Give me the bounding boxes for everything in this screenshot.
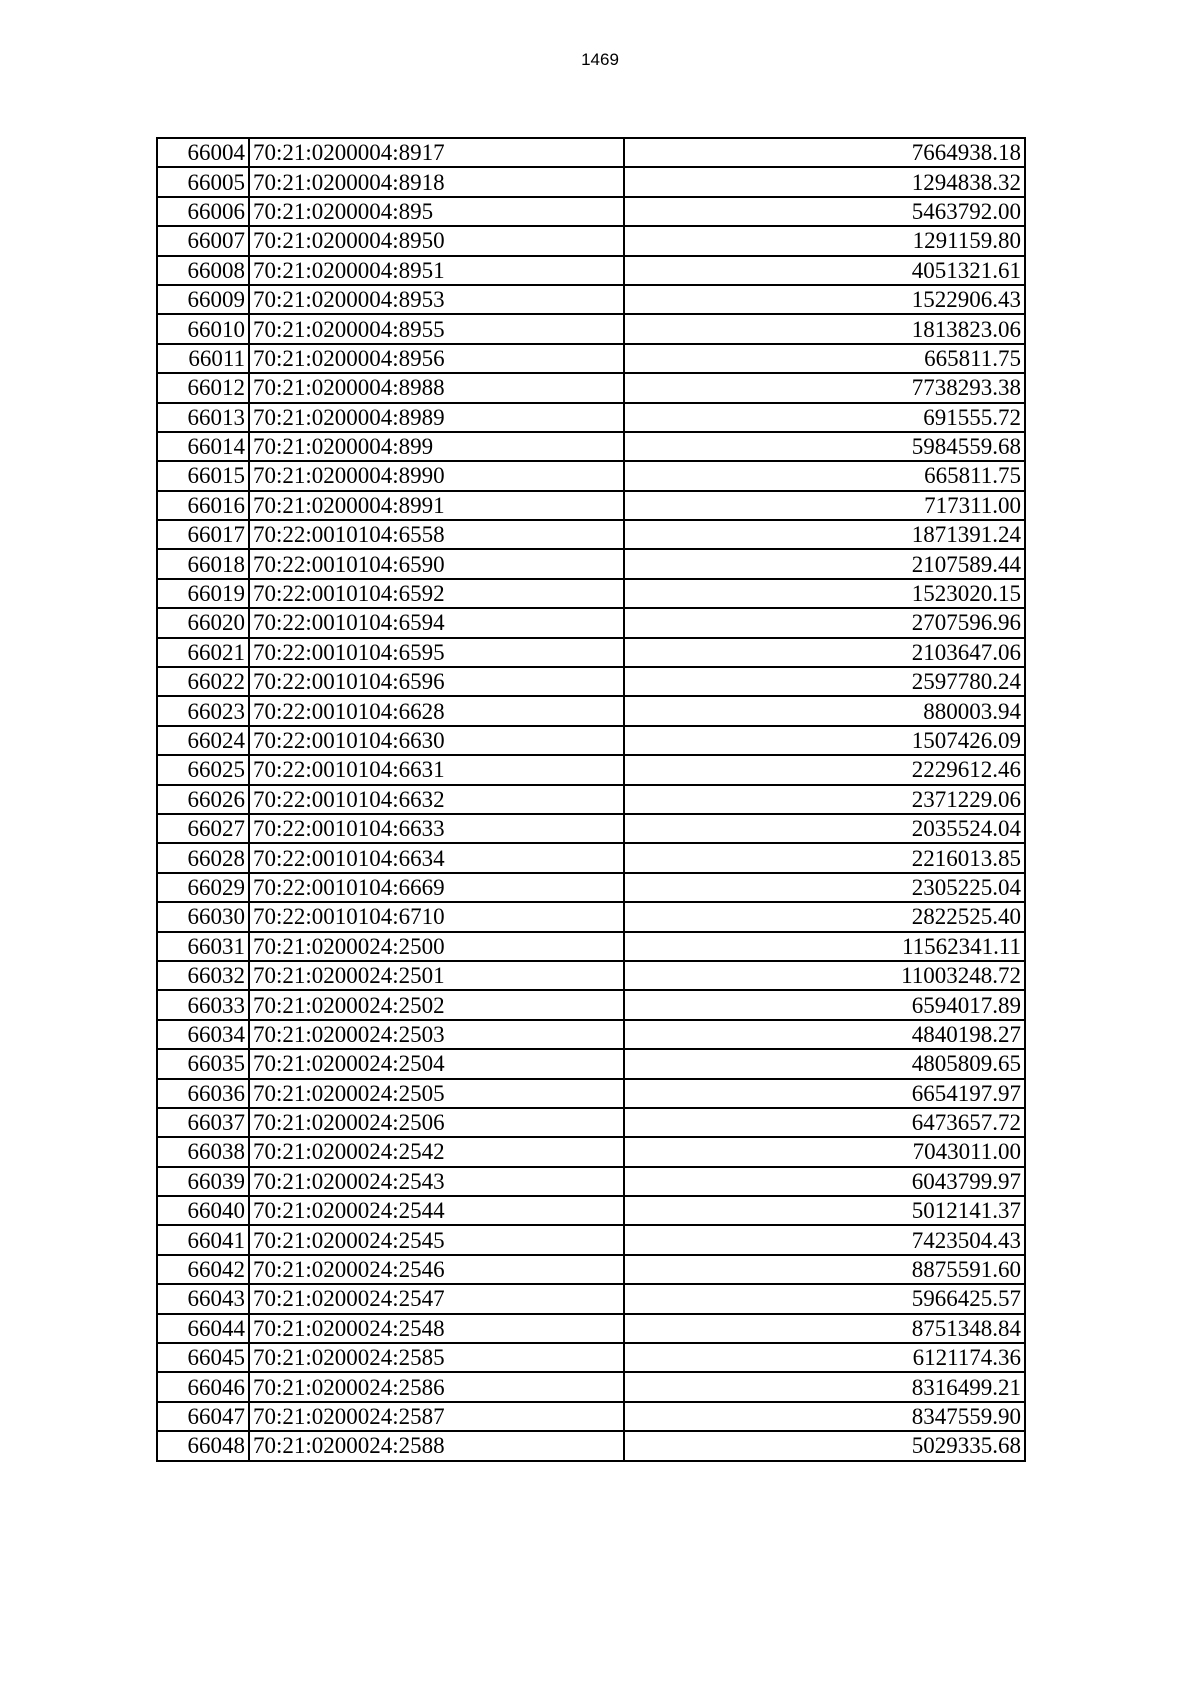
table-row xyxy=(157,432,1025,461)
cadastral-number-cell: 70:21:0200004:8990 xyxy=(249,461,624,490)
row-number-cell: 66043 xyxy=(157,1284,249,1313)
row-number-cell: 66025 xyxy=(157,755,249,784)
table-row xyxy=(157,902,1025,931)
table-row xyxy=(157,461,1025,490)
row-number-cell: 66041 xyxy=(157,1225,249,1254)
value-cell: 8347559.90 xyxy=(624,1402,1025,1431)
row-number-cell: 66026 xyxy=(157,785,249,814)
table-row xyxy=(157,726,1025,755)
value-cell: 1294838.32 xyxy=(624,167,1025,196)
table-row xyxy=(157,1284,1025,1313)
value-cell: 2371229.06 xyxy=(624,785,1025,814)
cadastral-number-cell: 70:22:0010104:6632 xyxy=(249,785,624,814)
value-cell: 4805809.65 xyxy=(624,1049,1025,1078)
value-cell: 8751348.84 xyxy=(624,1314,1025,1343)
cadastral-number-cell: 70:21:0200004:895 xyxy=(249,197,624,226)
row-number-cell: 66045 xyxy=(157,1343,249,1372)
row-number-cell: 66004 xyxy=(157,138,249,167)
row-number-cell: 66006 xyxy=(157,197,249,226)
row-number-cell: 66035 xyxy=(157,1049,249,1078)
row-number-cell: 66014 xyxy=(157,432,249,461)
table-row xyxy=(157,696,1025,725)
cadastral-number-cell: 70:21:0200024:2504 xyxy=(249,1049,624,1078)
value-cell: 6654197.97 xyxy=(624,1079,1025,1108)
value-cell: 2216013.85 xyxy=(624,843,1025,872)
table-row xyxy=(157,1020,1025,1049)
cadastral-number-cell: 70:21:0200004:8956 xyxy=(249,344,624,373)
cadastral-number-cell: 70:21:0200004:8917 xyxy=(249,138,624,167)
table-row xyxy=(157,579,1025,608)
value-cell: 880003.94 xyxy=(624,696,1025,725)
table-row xyxy=(157,1196,1025,1225)
cadastral-number-cell: 70:21:0200024:2501 xyxy=(249,961,624,990)
value-cell: 691555.72 xyxy=(624,403,1025,432)
row-number-cell: 66021 xyxy=(157,638,249,667)
cadastral-number-cell: 70:21:0200024:2544 xyxy=(249,1196,624,1225)
table-row xyxy=(157,961,1025,990)
cadastral-number-cell: 70:21:0200024:2587 xyxy=(249,1402,624,1431)
table-row xyxy=(157,403,1025,432)
table-row xyxy=(157,344,1025,373)
cadastral-number-cell: 70:21:0200024:2548 xyxy=(249,1314,624,1343)
cadastral-number-cell: 70:22:0010104:6592 xyxy=(249,579,624,608)
value-cell: 7423504.43 xyxy=(624,1225,1025,1254)
cadastral-number-cell: 70:21:0200024:2500 xyxy=(249,932,624,961)
cadastral-number-cell: 70:22:0010104:6590 xyxy=(249,549,624,578)
cadastral-number-cell: 70:21:0200004:899 xyxy=(249,432,624,461)
table-row xyxy=(157,932,1025,961)
cadastral-number-cell: 70:21:0200024:2503 xyxy=(249,1020,624,1049)
cadastral-number-cell: 70:22:0010104:6594 xyxy=(249,608,624,637)
table-row xyxy=(157,990,1025,1019)
value-cell: 2103647.06 xyxy=(624,638,1025,667)
value-cell: 6473657.72 xyxy=(624,1108,1025,1137)
cadastral-number-cell: 70:22:0010104:6628 xyxy=(249,696,624,725)
table-row xyxy=(157,873,1025,902)
value-cell: 1523020.15 xyxy=(624,579,1025,608)
table-row xyxy=(157,843,1025,872)
row-number-cell: 66012 xyxy=(157,373,249,402)
table-row xyxy=(157,1343,1025,1372)
table-row xyxy=(157,285,1025,314)
value-cell: 5984559.68 xyxy=(624,432,1025,461)
page-number: 1469 xyxy=(581,50,619,69)
row-number-cell: 66047 xyxy=(157,1402,249,1431)
value-cell: 7664938.18 xyxy=(624,138,1025,167)
row-number-cell: 66028 xyxy=(157,843,249,872)
value-cell: 8316499.21 xyxy=(624,1372,1025,1401)
value-cell: 6121174.36 xyxy=(624,1343,1025,1372)
table-row xyxy=(157,167,1025,196)
cadastral-number-cell: 70:21:0200024:2505 xyxy=(249,1079,624,1108)
cadastral-number-cell: 70:21:0200024:2585 xyxy=(249,1343,624,1372)
table-body xyxy=(157,138,1025,1461)
cadastral-number-cell: 70:21:0200004:8953 xyxy=(249,285,624,314)
row-number-cell: 66017 xyxy=(157,520,249,549)
row-number-cell: 66019 xyxy=(157,579,249,608)
value-cell: 665811.75 xyxy=(624,344,1025,373)
row-number-cell: 66015 xyxy=(157,461,249,490)
row-number-cell: 66039 xyxy=(157,1167,249,1196)
row-number-cell: 66018 xyxy=(157,549,249,578)
value-cell: 11562341.11 xyxy=(624,932,1025,961)
cadastral-number-cell: 70:22:0010104:6558 xyxy=(249,520,624,549)
row-number-cell: 66031 xyxy=(157,932,249,961)
table-row xyxy=(157,1225,1025,1254)
cadastral-number-cell: 70:21:0200024:2502 xyxy=(249,990,624,1019)
row-number-cell: 66016 xyxy=(157,491,249,520)
row-number-cell: 66042 xyxy=(157,1255,249,1284)
value-cell: 2597780.24 xyxy=(624,667,1025,696)
value-cell: 6594017.89 xyxy=(624,990,1025,1019)
table-row xyxy=(157,755,1025,784)
row-number-cell: 66044 xyxy=(157,1314,249,1343)
row-number-cell: 66040 xyxy=(157,1196,249,1225)
row-number-cell: 66034 xyxy=(157,1020,249,1049)
table-row xyxy=(157,1431,1025,1460)
value-cell: 1522906.43 xyxy=(624,285,1025,314)
table-row xyxy=(157,1137,1025,1166)
value-cell: 5012141.37 xyxy=(624,1196,1025,1225)
cadastral-number-cell: 70:21:0200004:8951 xyxy=(249,256,624,285)
row-number-cell: 66032 xyxy=(157,961,249,990)
value-cell: 4840198.27 xyxy=(624,1020,1025,1049)
cadastral-number-cell: 70:21:0200004:8950 xyxy=(249,226,624,255)
table-row xyxy=(157,667,1025,696)
table-row xyxy=(157,520,1025,549)
value-cell: 2822525.40 xyxy=(624,902,1025,931)
table-row xyxy=(157,1049,1025,1078)
cadastral-number-cell: 70:21:0200004:8918 xyxy=(249,167,624,196)
table-row xyxy=(157,1402,1025,1431)
table-row xyxy=(157,1372,1025,1401)
row-number-cell: 66038 xyxy=(157,1137,249,1166)
cadastral-number-cell: 70:21:0200024:2588 xyxy=(249,1431,624,1460)
value-cell: 5029335.68 xyxy=(624,1431,1025,1460)
cadastral-number-cell: 70:22:0010104:6669 xyxy=(249,873,624,902)
cadastral-number-cell: 70:21:0200024:2547 xyxy=(249,1284,624,1313)
value-cell: 1507426.09 xyxy=(624,726,1025,755)
row-number-cell: 66008 xyxy=(157,256,249,285)
cadastral-number-cell: 70:21:0200024:2546 xyxy=(249,1255,624,1284)
table-row xyxy=(157,373,1025,402)
table-row xyxy=(157,1167,1025,1196)
table-row xyxy=(157,1079,1025,1108)
value-cell: 2035524.04 xyxy=(624,814,1025,843)
cadastral-number-cell: 70:21:0200024:2586 xyxy=(249,1372,624,1401)
cadastral-number-cell: 70:21:0200024:2543 xyxy=(249,1167,624,1196)
value-cell: 8875591.60 xyxy=(624,1255,1025,1284)
table-row xyxy=(157,1314,1025,1343)
cadastral-number-cell: 70:21:0200024:2545 xyxy=(249,1225,624,1254)
row-number-cell: 66022 xyxy=(157,667,249,696)
value-cell: 2229612.46 xyxy=(624,755,1025,784)
row-number-cell: 66029 xyxy=(157,873,249,902)
cadastral-number-cell: 70:22:0010104:6710 xyxy=(249,902,624,931)
value-cell: 6043799.97 xyxy=(624,1167,1025,1196)
table-row xyxy=(157,549,1025,578)
row-number-cell: 66023 xyxy=(157,696,249,725)
row-number-cell: 66036 xyxy=(157,1079,249,1108)
cadastral-number-cell: 70:22:0010104:6634 xyxy=(249,843,624,872)
value-cell: 2107589.44 xyxy=(624,549,1025,578)
row-number-cell: 66027 xyxy=(157,814,249,843)
value-cell: 11003248.72 xyxy=(624,961,1025,990)
table-row xyxy=(157,491,1025,520)
row-number-cell: 66010 xyxy=(157,314,249,343)
value-cell: 5463792.00 xyxy=(624,197,1025,226)
cadastral-number-cell: 70:22:0010104:6630 xyxy=(249,726,624,755)
value-cell: 4051321.61 xyxy=(624,256,1025,285)
table-row xyxy=(157,638,1025,667)
table-row xyxy=(157,314,1025,343)
cadastral-number-cell: 70:21:0200024:2542 xyxy=(249,1137,624,1166)
table-row xyxy=(157,197,1025,226)
value-cell: 1871391.24 xyxy=(624,520,1025,549)
cadastral-number-cell: 70:21:0200004:8955 xyxy=(249,314,624,343)
row-number-cell: 66037 xyxy=(157,1108,249,1137)
row-number-cell: 66033 xyxy=(157,990,249,1019)
table-row xyxy=(157,256,1025,285)
cadastral-number-cell: 70:22:0010104:6631 xyxy=(249,755,624,784)
row-number-cell: 66024 xyxy=(157,726,249,755)
table-row xyxy=(157,1108,1025,1137)
value-cell: 2707596.96 xyxy=(624,608,1025,637)
row-number-cell: 66007 xyxy=(157,226,249,255)
value-cell: 1291159.80 xyxy=(624,226,1025,255)
value-cell: 2305225.04 xyxy=(624,873,1025,902)
cadastral-number-cell: 70:21:0200004:8991 xyxy=(249,491,624,520)
row-number-cell: 66030 xyxy=(157,902,249,931)
table-row xyxy=(157,1255,1025,1284)
row-number-cell: 66020 xyxy=(157,608,249,637)
cadastral-number-cell: 70:22:0010104:6596 xyxy=(249,667,624,696)
value-cell: 7738293.38 xyxy=(624,373,1025,402)
table-row xyxy=(157,814,1025,843)
row-number-cell: 66013 xyxy=(157,403,249,432)
cadastral-number-cell: 70:21:0200024:2506 xyxy=(249,1108,624,1137)
value-cell: 1813823.06 xyxy=(624,314,1025,343)
row-number-cell: 66009 xyxy=(157,285,249,314)
cadastral-value-table xyxy=(156,137,1026,1462)
value-cell: 717311.00 xyxy=(624,491,1025,520)
value-cell: 7043011.00 xyxy=(624,1137,1025,1166)
table-row xyxy=(157,608,1025,637)
cadastral-number-cell: 70:22:0010104:6633 xyxy=(249,814,624,843)
table-row xyxy=(157,138,1025,167)
table-row xyxy=(157,226,1025,255)
row-number-cell: 66048 xyxy=(157,1431,249,1460)
cadastral-number-cell: 70:21:0200004:8989 xyxy=(249,403,624,432)
row-number-cell: 66046 xyxy=(157,1372,249,1401)
cadastral-number-cell: 70:21:0200004:8988 xyxy=(249,373,624,402)
value-cell: 5966425.57 xyxy=(624,1284,1025,1313)
table-row xyxy=(157,785,1025,814)
cadastral-number-cell: 70:22:0010104:6595 xyxy=(249,638,624,667)
row-number-cell: 66005 xyxy=(157,167,249,196)
row-number-cell: 66011 xyxy=(157,344,249,373)
value-cell: 665811.75 xyxy=(624,461,1025,490)
